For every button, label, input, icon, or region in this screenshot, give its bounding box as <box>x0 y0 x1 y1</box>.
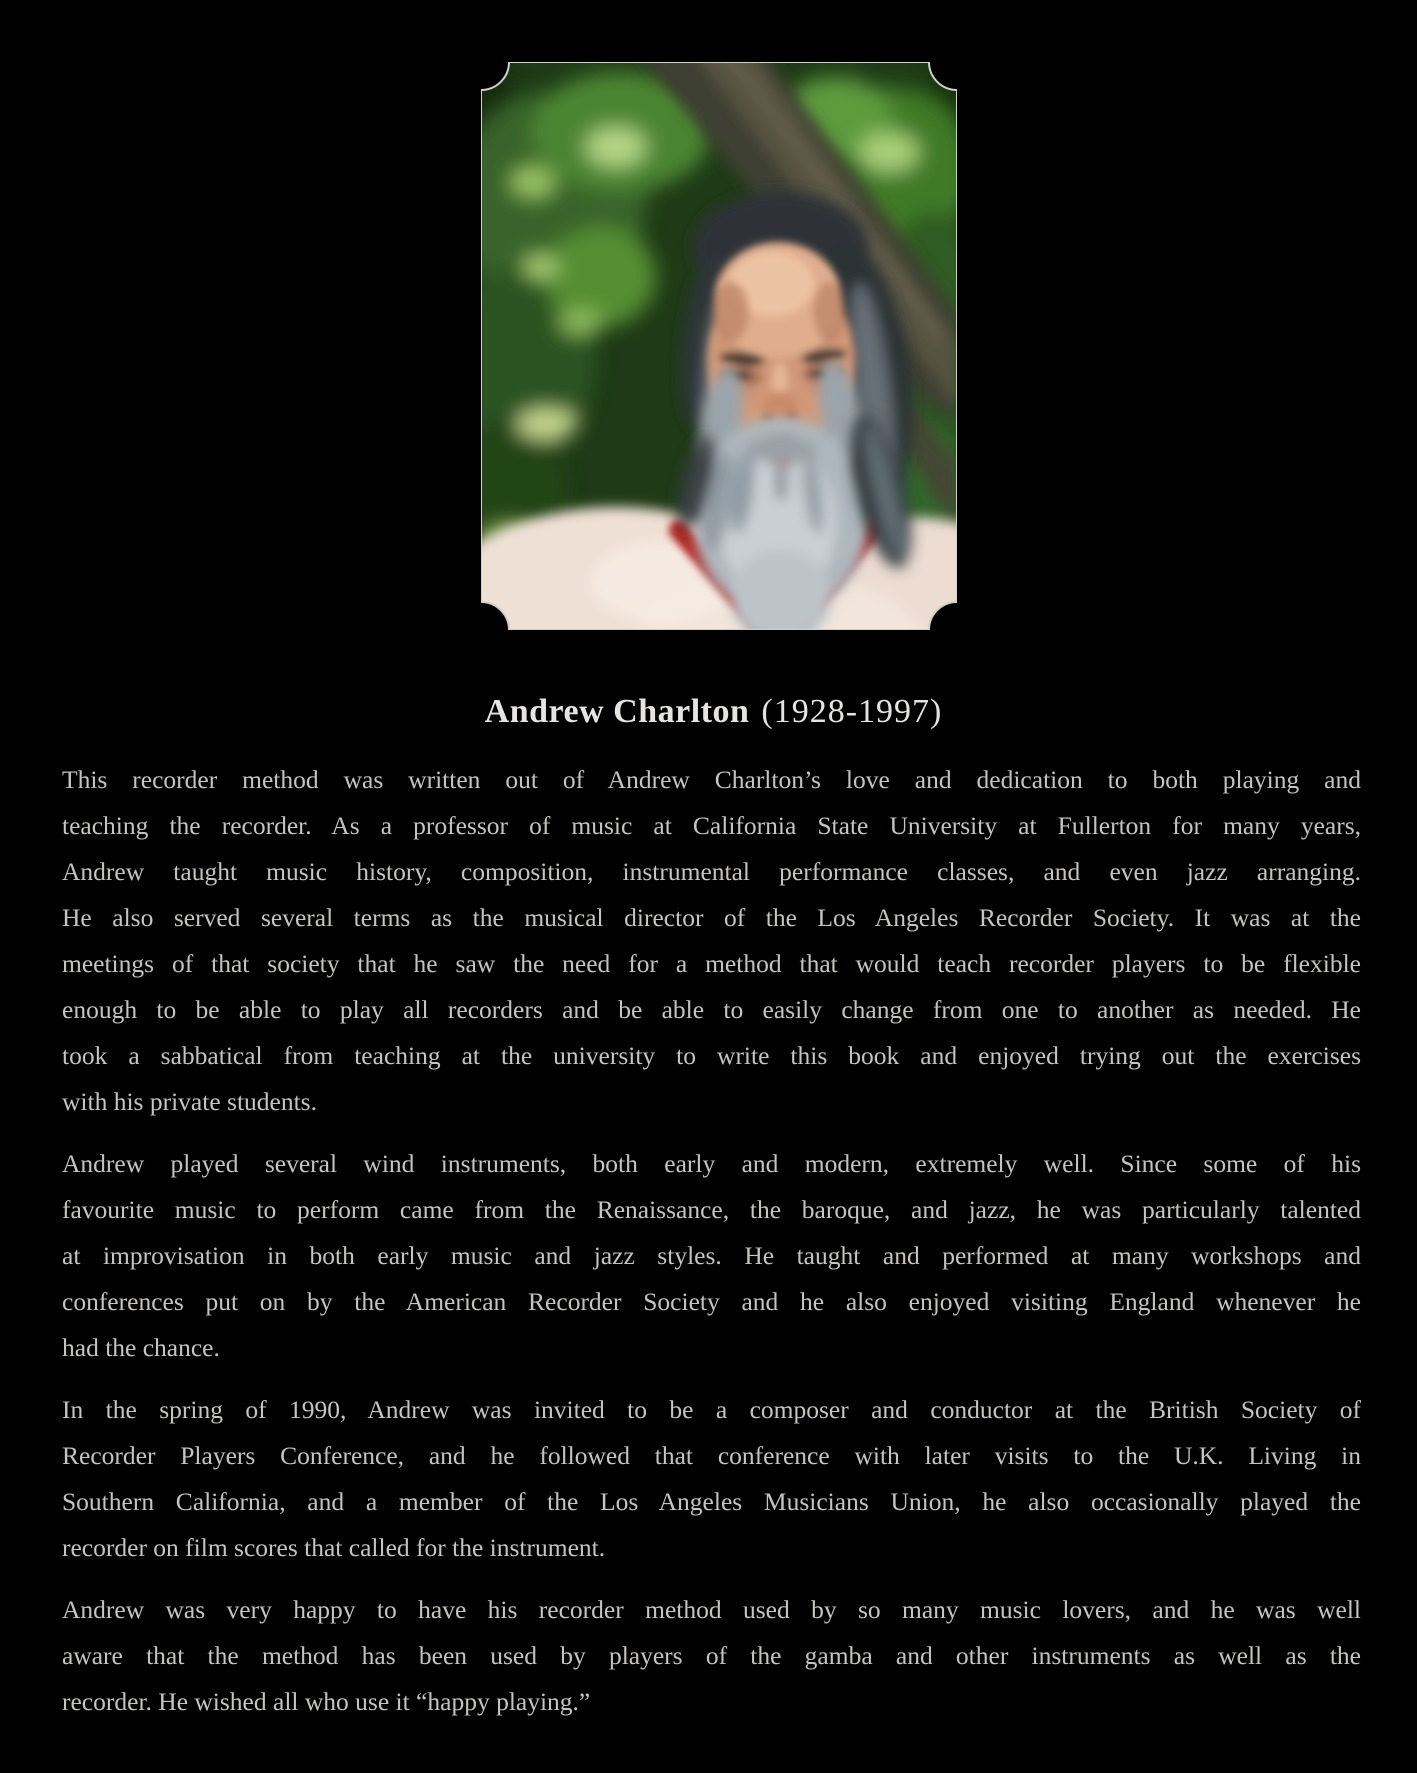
bio-line: enough to be able to play all recorders and be able to easily change from one to another as needed. He <box>62 995 1361 1024</box>
person-name: Andrew Charlton <box>484 693 750 730</box>
bio-paragraph <box>62 757 1361 1125</box>
portrait-photo-illustration <box>481 62 957 630</box>
mustache <box>745 437 817 463</box>
bio-line: Southern California, and a member of the Los Angeles Musicians Union, he also occasionally played the <box>62 1487 1361 1516</box>
bio-line: favourite music to perform came from the Renaissance, the baroque, and jazz, he was particularly talented <box>62 1195 1361 1224</box>
bio-line: Andrew taught music history, composition, instrumental performance classes, and even jazz arranging. <box>62 857 1361 886</box>
bio-line: In the spring of 1990, Andrew was invited to be a composer and conductor at the British Society of <box>62 1395 1361 1424</box>
bio-line: aware that the method has been used by players of the gamba and other instruments as well as the <box>62 1641 1361 1670</box>
bio-line: had the chance. <box>62 1333 220 1362</box>
bio-line: recorder on film scores that called for the instrument. <box>62 1533 606 1562</box>
bio-line: at improvisation in both early music and jazz styles. He taught and performed at many workshops and <box>62 1241 1361 1270</box>
bio-line: with his private students. <box>62 1087 317 1116</box>
bio-paragraph <box>62 1387 1361 1571</box>
bio-line: He also served several terms as the musical director of the Los Angeles Recorder Society. It was at the <box>62 903 1361 932</box>
life-years: (1928-1997) <box>761 693 943 730</box>
bio-line: recorder. He wished all who use it “happy playing.” <box>62 1687 591 1716</box>
bio-line: meetings of that society that he saw the need for a method that would teach recorder players to be flexible <box>62 949 1361 978</box>
bio-paragraph <box>62 1141 1361 1371</box>
bio-line: This recorder method was written out of Andrew Charlton’s love and dedication to both playing and <box>62 765 1361 794</box>
bio-line: Recorder Players Conference, and he followed that conference with later visits to the U.K. Living in <box>62 1441 1361 1470</box>
bio-line: Andrew was very happy to have his recorder method used by so many music lovers, and he was well <box>62 1595 1361 1624</box>
bio-line: Andrew played several wind instruments, both early and modern, extremely well. Since some of his <box>62 1149 1361 1178</box>
bio-line: conferences put on by the American Recorder Society and he also enjoyed visiting England whenever he <box>62 1287 1361 1316</box>
page-title <box>10 690 1417 734</box>
biography <box>62 757 1361 1725</box>
bio-line: teaching the recorder. As a professor of music at California State University at Fullerton for many years, <box>62 811 1361 840</box>
bio-paragraph <box>62 1587 1361 1725</box>
bio-line: took a sabbatical from teaching at the university to write this book and enjoyed trying out the exercises <box>62 1041 1361 1070</box>
portrait-photo <box>481 62 957 630</box>
